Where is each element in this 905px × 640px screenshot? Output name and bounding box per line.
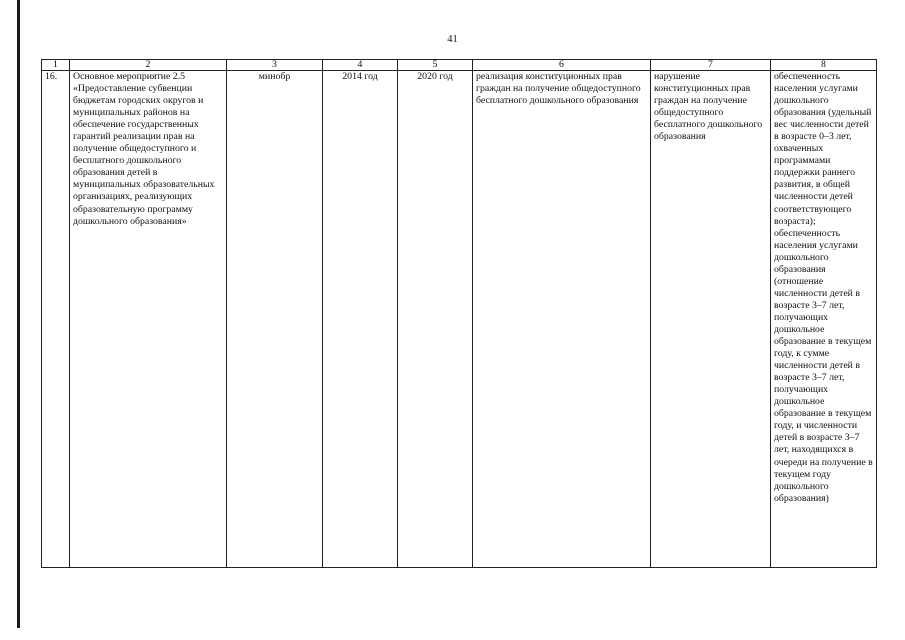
row-number: 16.	[42, 71, 70, 568]
start-year-cell: 2014 год	[323, 71, 398, 568]
col-header-1: 1	[42, 60, 70, 71]
indicators-cell: обеспеченность населения услугами дошкольного образования (удельный вес численности детей в возрасте 0–3 лет, охваченных программами поддержки раннего развития, в общей численности детей соответствующего возраста); обеспеченность населения услугами дошкольного образования (отношение численности детей в возрасте 3–7 лет, получающих дошкольное образование в текущем году, к сумме численности детей в возрасте 3–7 лет, получающих дошкольное образование в текущем году, и численности детей в возрасте 3–7 лет, находящихся в очереди на получение в текущем году дошкольного образования)	[771, 71, 877, 568]
col-header-7: 7	[651, 60, 771, 71]
activity-cell: Основное мероприятие 2.5 «Предоставление субвенции бюджетам городских округов и муниципальных районов на обеспечение государственных гарантий реализации прав на получение общедоступного и бесплатного дошкольного образования детей в муниципальных образовательных организациях, реализующих образовательную программу дошкольного образования»	[70, 71, 227, 568]
executor-cell: минобр	[227, 71, 323, 568]
table-row	[42, 71, 877, 568]
program-table	[41, 59, 877, 568]
col-header-3: 3	[227, 60, 323, 71]
end-year-cell: 2020 год	[398, 71, 473, 568]
page-number: 41	[447, 34, 458, 45]
consequences-cell: нарушение конституционных прав граждан на получение общедоступного бесплатного дошкольного образования	[651, 71, 771, 568]
header-row	[42, 60, 877, 71]
col-header-6: 6	[473, 60, 651, 71]
col-header-5: 5	[398, 60, 473, 71]
scan-edge-line	[17, 0, 20, 628]
col-header-4: 4	[323, 60, 398, 71]
col-header-8: 8	[771, 60, 877, 71]
expected-result-cell: реализация конституционных прав граждан на получение общедоступного бесплатного дошкольного образования	[473, 71, 651, 568]
col-header-2: 2	[70, 60, 227, 71]
